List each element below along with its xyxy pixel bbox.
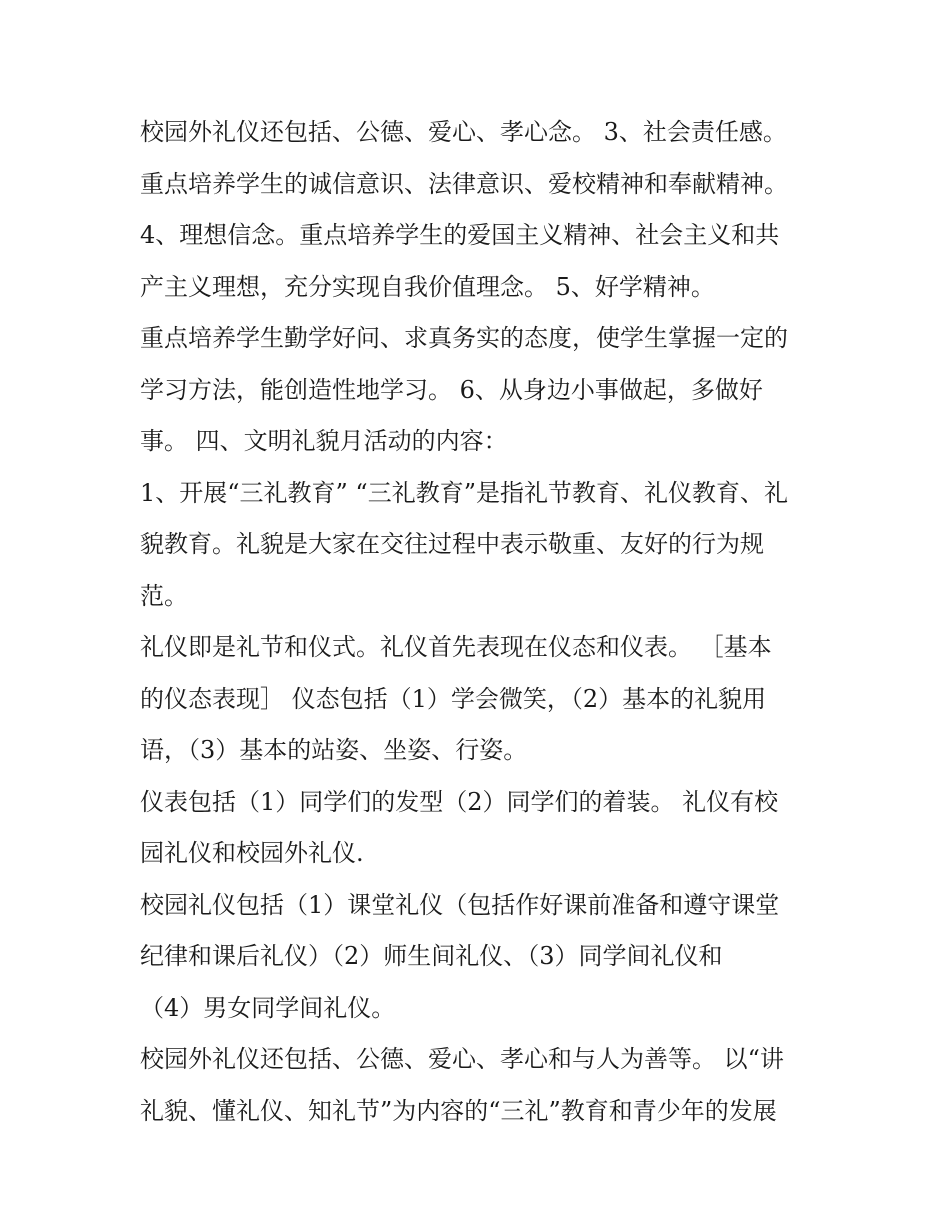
text-line-16: 校园礼仪包括（1）课堂礼仪（包括作好课前准备和遵守课堂 — [140, 890, 780, 919]
text-line-5: 重点培养学生勤学好问、求真务实的态度，使学生掌握一定的 — [140, 324, 788, 352]
text-line-19: 校园外礼仪还包括、公德、爱心、孝心和与人为善等。 以“讲 — [140, 1045, 784, 1073]
text-line-9: 貌教育。礼貌是大家在交往过程中表示敬重、友好的行为规 — [140, 530, 764, 558]
text-line-14: 仪表包括（1）同学们的发型（2）同学们的着装。 礼仪有校 — [140, 787, 779, 816]
text-line-1: 校园外礼仪还包括、公德、爱心、孝心念。 3、社会责任感。 — [140, 118, 787, 146]
text-line-8: 1、开展“三礼教育” “三礼教育”是指礼节教育、礼仪教育、礼 — [140, 478, 788, 507]
text-line-3: 4、理想信念。重点培养学生的爱国主义精神、社会主义和共 — [140, 221, 780, 249]
text-line-13: 语，（3）基本的站姿、坐姿、行姿。 — [140, 736, 528, 764]
text-line-11: 礼仪即是礼节和仪式。礼仪首先表现在仪态和仪表。 ［基本 — [140, 633, 772, 661]
text-line-4: 产主义理想，充分实现自我价值理念。 5、好学精神。 — [140, 272, 715, 301]
text-line-12: 的仪态表现］ 仪态包括（1）学会微笑，（2）基本的礼貌用 — [140, 684, 767, 713]
text-line-7: 事。 四、文明礼貌月活动的内容： — [140, 427, 508, 455]
text-line-15: 园礼仪和校园外礼仪. — [140, 839, 364, 867]
document-body — [140, 107, 820, 1137]
text-line-6: 学习方法，能创造性地学习。 6、从身边小事做起，多做好 — [140, 375, 763, 404]
text-line-17: 纪律和课后礼仪）（2）师生间礼仪、（3）同学间礼仪和 — [140, 942, 723, 970]
text-line-10: 范。 — [140, 581, 188, 610]
text-line-20: 礼貌、懂礼仪、知礼节”为内容的“三礼”教育和青少年的发展 — [140, 1096, 777, 1125]
text-line-18: （4）男女同学间礼仪。 — [140, 993, 396, 1022]
text-line-2: 重点培养学生的诚信意识、法律意识、爱校精神和奉献精神。 — [140, 169, 788, 198]
